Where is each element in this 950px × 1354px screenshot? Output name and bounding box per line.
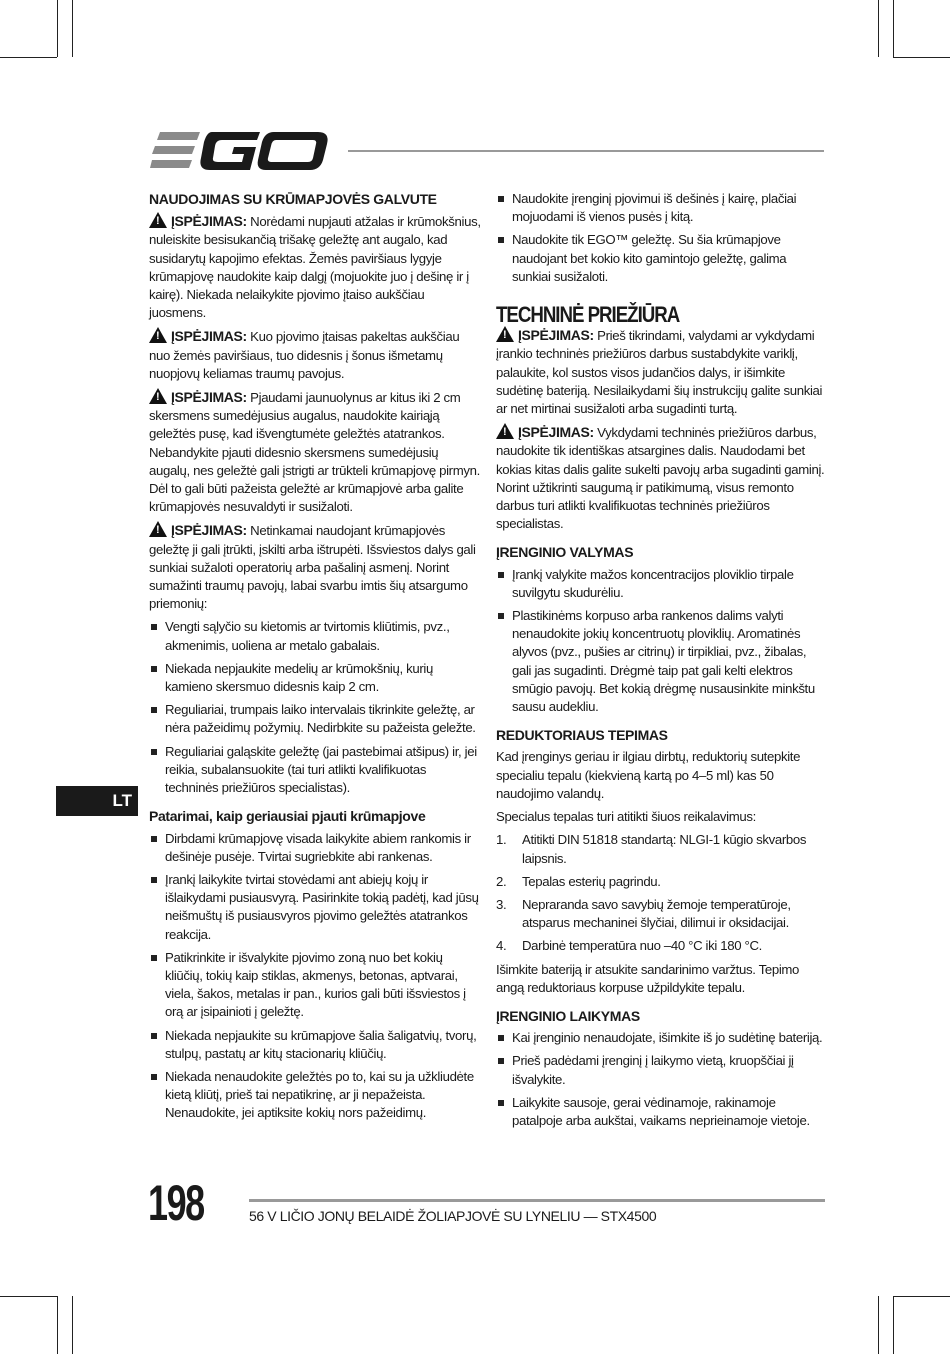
warning-icon [149, 388, 167, 404]
section-heading: TECHNINĖ PRIEŽIŪRA [496, 302, 680, 328]
numbered-item [496, 831, 826, 867]
bullet-item: Įrankį laikykite tvirtai stovėdami ant abiejų kojų ir išlaikydami pusiausvyrą. Pasirinkite tokią padėtį, kad jūsų neišmuštų iš pusiausvyros pjovimo geležtės atatrankos reakcija. [149, 871, 481, 944]
warning-icon [496, 326, 514, 342]
warning-paragraph [496, 423, 826, 533]
warning-label: ĮSPĖJIMAS: [171, 328, 247, 345]
language-tab: LT [56, 786, 138, 816]
numbered-item [496, 937, 826, 955]
section-heading: ĮRENGINIO VALYMAS [496, 544, 634, 561]
item-number: 4. [496, 938, 507, 954]
section-heading: NAUDOJIMAS SU KRŪMAPJOVĖS GALVUTE [149, 191, 437, 207]
warning-icon [149, 212, 167, 228]
footer-rule [249, 1199, 825, 1202]
numbered-item [496, 873, 826, 891]
bullet-item: Reguliariai, trumpais laiko intervalais tikrinkite geležtę, ar nėra pažeidimų požymių. Nedirbkite su pažeista geležte. [149, 701, 481, 737]
item-number: 3. [496, 896, 507, 912]
crop-mark [893, 57, 950, 58]
bullet-item: Vengti sąlyčio su kietomis ar tvirtomis kliūtimis, pvz., akmenimis, uoliena ar metalo gabalais. [149, 618, 481, 654]
warning-paragraph [496, 326, 826, 418]
crop-mark [57, 0, 58, 57]
bullet-item: Naudokite įrenginį pjovimui iš dešinės į kairę, plačiai mojuodami iš vienos pusės į kitą. [496, 190, 826, 226]
warning-label: ĮSPĖJIMAS: [171, 389, 247, 406]
bullet-item: Dirbdami krūmapjovę visada laikykite abiem rankomis ir dešinėje pusėje. Tvirtai sugriebkite abi rankenas. [149, 830, 481, 866]
warning-text: Norėdami nupjauti atžalas ir krūmokšnius, nuleiskite besisukančią trišakę geležtę ant augalo, kad susidarytų kapojimo efektas. Žemės paviršiaus lygyje krūmapjovę naudokite kaip dalgį (mojuokite juo į dešinę ir į kairę). Niekada nelaikykite pjovimo įtaiso aukščiau juosmens. [149, 214, 481, 321]
warning-text: Vykdydami techninės priežiūros darbus, naudokite tik identiškas atsargines dalis. Naudodami bet kokias kitas dalis galite sukelti pavojų arba sugadinti gaminį. Norint užtikrinti saugumą ir patikimumą, visus remonto darbus turi atlikti kvalifikuotas techninės priežiūros specialistas. [496, 425, 825, 532]
warning-paragraph [149, 327, 481, 383]
crop-mark [893, 0, 894, 57]
warning-text: Kuo pjovimo įtaisas pakeltas aukščiau nuo žemės paviršiaus, tuo didesnis į šonus išmetamų nuopjovų keliamas traumų pavojus. [149, 329, 460, 381]
crop-mark [72, 0, 73, 57]
crop-mark [893, 1296, 894, 1354]
warning-paragraph [149, 388, 481, 516]
warning-text: Netinkamai naudojant krūmapjovės geležtę ji gali įtrūkti, įskilti arba ištrupėti. Išsviestos dalys gali sunkiai sužaloti operatorių arba pašalinį asmenį. Norint sumažinti traumų pavojų, labai svarbu imtis šių atsargumo priemonių: [149, 523, 476, 612]
item-text: Nepraranda savo savybių žemoje temperatūroje, atsparus mechaninei šlyčiai, dilimui ir oksidacijai. [522, 896, 791, 931]
item-number: 2. [496, 873, 507, 889]
bullet-item: Niekada nepjaukite medelių ar krūmokšnių, kurių kamieno skersmuo didesnis kaip 2 cm. [149, 660, 481, 696]
warning-icon [149, 521, 167, 537]
warning-label: ĮSPĖJIMAS: [518, 327, 594, 344]
section-heading: REDUKTORIAUS TEPIMAS [496, 727, 668, 744]
section-heading: ĮRENGINIO LAIKYMAS [496, 1007, 640, 1024]
bullet-item: Naudokite tik EGO™ geležtę. Su šia krūmapjove naudojant bet kokio kito gamintojo geležtę, galima sunkiai susižaloti. [496, 231, 826, 286]
footer-title: 56 V LIČIO JONŲ BELAIDĖ ŽOLIAPJOVĖ SU LYNELIU — STX4500 [249, 1208, 657, 1224]
right-column [496, 190, 826, 1135]
crop-mark [0, 57, 57, 58]
crop-mark [878, 1296, 879, 1354]
bullet-item: Laikykite sausoje, gerai vėdinamoje, rakinamoje patalpoje arba aukštai, vaikams neprieinamoje vietoje. [496, 1094, 826, 1130]
warning-paragraph [149, 521, 481, 613]
item-number: 1. [496, 832, 507, 848]
crop-mark [878, 0, 879, 57]
warning-label: ĮSPĖJIMAS: [171, 213, 247, 230]
warning-icon [149, 327, 167, 343]
warning-paragraph [149, 212, 481, 322]
crop-mark [72, 1296, 73, 1354]
warning-text: Pjaudami jaunuolynus ar kitus iki 2 cm skersmens sumedėjusius augalus, naudokite kairiąją geležtės pusę, kad išvengtumėte geležtės atatrankos. Nebandykite pjauti didesnio skersmens sumedėjusių augalų, nes geležtė gali įstrigti ar trūkteli krūmapjovę pirmyn. Dėl to gali būti pažeista geležtė ar krūmapjovė arba galite krūmapjovės nesuvaldyti ir susižaloti. [149, 390, 480, 515]
bullet-item: Reguliariai galąskite geležtę (jai pastebimai atšipus) ir, jei reikia, subalansuokite (tai turi atlikti kvalifikuotas techninės priežiūros specialistas). [149, 743, 481, 798]
warning-text: Prieš tikrindami, valydami ar vykdydami įrankio techninės priežiūros darbus sustabdykite variklį, palaukite, kol sustos visos judančios dalys, ir išimkite sudėtinę bateriją. Nesilaikydami šių instrukcijų galite sunkiai ar net mirtinai susižaloti arba sugadinti turtą. [496, 328, 823, 417]
paragraph: Specialus tepalas turi atitikti šiuos reikalavimus: [496, 809, 756, 825]
page-number: 198 [148, 1175, 204, 1231]
bullet-item: Įrankį valykite mažos koncentracijos ploviklio tirpale suvilgytu skudurėliu. [496, 566, 826, 602]
left-column [149, 190, 481, 1128]
numbered-item [496, 896, 826, 932]
bullet-item: Kai įrenginio nenaudojate, išimkite iš jo sudėtinę bateriją. [496, 1029, 826, 1047]
paragraph: Išimkite bateriją ir atsukite sandarinimo varžtus. Tepimo angą reduktoriaus korpuse užpildykite tepalu. [496, 961, 800, 995]
bullet-item: Plastikinėms korpuso arba rankenos dalims valyti nenaudokite jokių koncentruotų ploviklių. Aromatinės alyvos (pvz., pušies ar citrinų) ir tirpikliai, pvz., žibalas, gali jas sugadinti. Drėgmė taip pat gali kelti elektros smūgio pavojų. Bet kokią drėgmę nusausinkite minkštu sausu audekliu. [496, 607, 826, 716]
warning-icon [496, 423, 514, 439]
section-heading: Patarimai, kaip geriausiai pjauti krūmapjove [149, 808, 426, 825]
warning-label: ĮSPĖJIMAS: [171, 522, 247, 539]
bullet-item: Patikrinkite ir išvalykite pjovimo zoną nuo bet kokių kliūčių, tokių kaip stiklas, akmenys, betonas, aptvarai, viela, šakos, metalas ir pan., kurios gali būti išsviestos į orą ar įsipainioti į geležtę. [149, 949, 481, 1022]
bullet-item: Prieš padėdami įrenginį į laikymo vietą, kruopščiai jį išvalykite. [496, 1052, 826, 1088]
crop-mark [57, 1296, 58, 1354]
paragraph: Kad įrenginys geriau ir ilgiau dirbtų, reduktorių sutepkite specialiu tepalu (kiekvieną kartą po 4–5 ml) kas 50 naudojimo valandų. [496, 749, 801, 801]
crop-mark [893, 1296, 950, 1297]
warning-label: ĮSPĖJIMAS: [518, 424, 594, 441]
header-rule [348, 150, 824, 152]
item-text: Tepalas esterių pagrindu. [522, 873, 661, 889]
item-text: Darbinė temperatūra nuo –40 °C iki 180 °C. [522, 938, 762, 954]
bullet-item: Niekada nenaudokite geležtės po to, kai su ja užkliudėte kietą kliūtį, prieš tai nepatikrinę, ar ji nepažeista. Nenaudokite, jei aptiksite kokių nors pažeidimų. [149, 1068, 481, 1123]
bullet-item: Niekada nepjaukite su krūmapjove šalia šaligatvių, tvorų, stulpų, pastatų ar kitų stacionarių kliūčių. [149, 1027, 481, 1063]
crop-mark [0, 1296, 57, 1297]
ego-logo [150, 130, 330, 172]
item-text: Atitikti DIN 51818 standartą: NLGI-1 kūgio skvarbos laipsnis. [522, 832, 807, 866]
